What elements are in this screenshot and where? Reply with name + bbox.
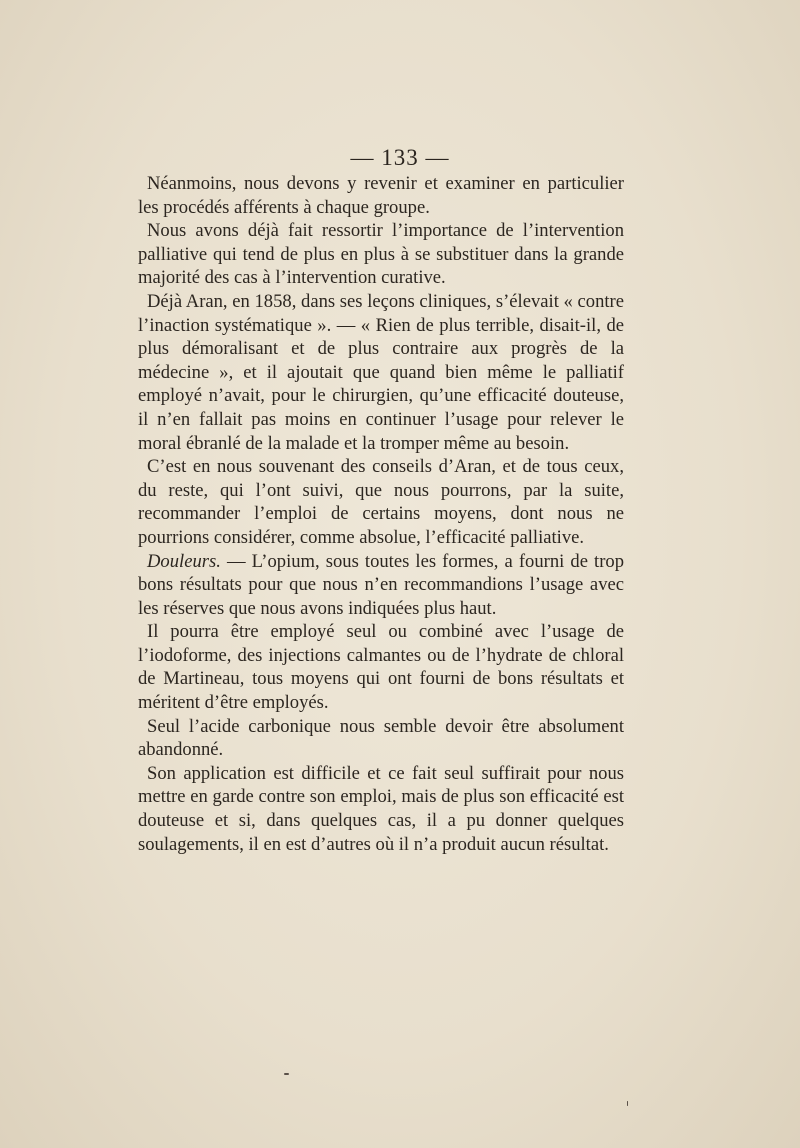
paragraph: Seul l’acide carbonique nous semble devoir être absolument abandonné. (138, 715, 624, 761)
body-text (138, 172, 624, 856)
paragraph (138, 550, 624, 621)
paragraph: Déjà Aran, en 1858, dans ses leçons cliniques, s’élevait « contre l’inaction systématique ». — « Rien de plus terrible, disait-il, de plus démoralisant et de plus contraire aux progrès de la médecine », et il ajoutait que quand bien même le palliatif employé n’avait, pour le chirurgien, qu’une efficacité douteuse, il n’en fallait pas moins en continuer l’usage pour relever le moral ébranlé de la malade et la tromper même au besoin. (138, 290, 624, 454)
paper-speck (627, 1101, 628, 1106)
paragraph: Il pourra être employé seul ou combiné avec l’usage de l’iodoforme, des injections calmantes ou de l’hydrate de chloral de Martineau, tous moyens qui ont fourni de bons résultats et méritent d’être employés. (138, 621, 624, 714)
paragraph: Néanmoins, nous devons y revenir et examiner en particulier les procédés afférents à chaque groupe. (138, 173, 624, 218)
page-number: — 133 — (350, 145, 450, 170)
paragraph: Son application est difficile et ce fait seul suffirait pour nous mettre en garde contre son emploi, mais de plus son efficacité est douteuse et si, dans quelques cas, il a pu donner quelques soulagements, il en est d’autres où il n’a produit aucun résultat. (138, 762, 624, 855)
paragraph-text: — L’opium, sous toutes les formes, a fourni de trop bons résultats pour que nous n’en recommandions l’usage avec les réserves que nous avons indiquées plus haut. (138, 550, 624, 619)
paragraph: Nous avons déjà fait ressortir l’importance de l’intervention palliative qui tend de plus en plus à se substituer dans la grande majorité des cas à l’intervention curative. (138, 220, 624, 289)
paper-speck (284, 1073, 289, 1075)
section-heading: Douleurs. (147, 550, 221, 572)
paragraph: C’est en nous souvenant des conseils d’Aran, et de tous ceux, du reste, qui l’ont suivi, que nous pourrons, par la suite, recommander l’emploi de certains moyens, dont nous ne pourrions considérer, comme absolue, l’efficacité palliative. (138, 456, 624, 548)
